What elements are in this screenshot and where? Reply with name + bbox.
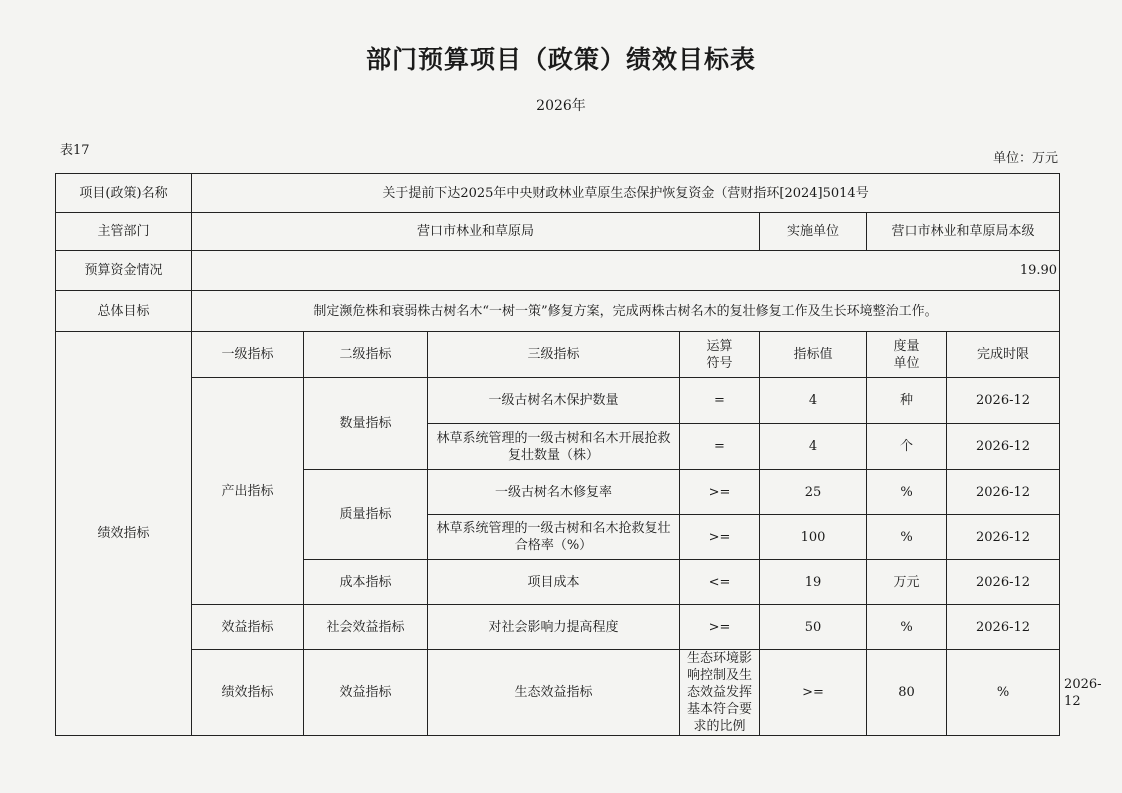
performance-indicator-group-2: 绩效指标: [192, 650, 304, 736]
goal-value: 制定濒危株和衰弱株古树名木“一树一策”修复方案，完成两株古树名木的复壮修复工作及生长环境整治工作。: [192, 291, 1060, 332]
unit-cell: %: [867, 515, 947, 560]
header-level1: 一级指标: [192, 332, 304, 378]
budget-value: 19.90: [192, 251, 1060, 291]
value-cell: 50: [760, 605, 867, 650]
indicator-cell: 林草系统管理的一级古树和名木抢救复壮合格率（%）: [428, 515, 680, 560]
value-cell: 80: [867, 650, 947, 736]
project-value: 关于提前下达2025年中央财政林业草原生态保护恢复资金（营财指环[2024]5014号: [192, 174, 1060, 213]
unit-label: 单位：万元: [992, 151, 1058, 166]
quality-indicator-group: 质量指标: [304, 470, 428, 560]
deadline-cell: 2026-12: [947, 560, 1060, 605]
benefit-indicator-group-2: 效益指标: [304, 650, 428, 736]
table-row: 绩效指标 效益指标 生态效益指标 生态环境影响控制及生态效益发挥基本符合要求的比例 >= 80 % 2026-12: [56, 650, 1060, 736]
budget-label: 预算资金情况: [56, 251, 192, 291]
deadline-cell: 2026-12: [947, 470, 1060, 515]
header-level2: 二级指标: [304, 332, 428, 378]
deadline-cell: 2026-12: [947, 605, 1060, 650]
indicator-cell: 一级古树名木保护数量: [428, 378, 680, 424]
unit-cell: 种: [867, 378, 947, 424]
year-label: 2026年: [536, 98, 586, 114]
operator-cell: >=: [680, 470, 760, 515]
project-row: [56, 174, 1060, 213]
operator-cell: =: [680, 378, 760, 424]
value-cell: 4: [760, 424, 867, 470]
unit-cell: %: [947, 650, 1060, 736]
value-cell: 100: [760, 515, 867, 560]
eco-benefit-group: 生态效益指标: [428, 650, 680, 736]
department-label: 主管部门: [56, 213, 192, 251]
value-cell: 4: [760, 378, 867, 424]
indicator-cell: 林草系统管理的一级古树和名木开展抢救复壮数量（株）: [428, 424, 680, 470]
value-cell: 19: [760, 560, 867, 605]
operator-cell: >=: [680, 515, 760, 560]
goal-label: 总体目标: [56, 291, 192, 332]
cost-indicator-group: 成本指标: [304, 560, 428, 605]
benefit-indicator-group: 效益指标: [192, 605, 304, 650]
operator-cell: >=: [760, 650, 867, 736]
value-cell: 25: [760, 470, 867, 515]
budget-row: [56, 251, 1060, 291]
header-deadline: 完成时限: [947, 332, 1060, 378]
indicator-cell: 对社会影响力提高程度: [428, 605, 680, 650]
social-benefit-group: 社会效益指标: [304, 605, 428, 650]
page-title: 部门预算项目（政策）绩效目标表: [365, 45, 756, 74]
deadline-cell: 2026-12: [947, 378, 1060, 424]
table-row: [56, 605, 1060, 650]
header-level3: 三级指标: [428, 332, 680, 378]
header-value: 指标值: [760, 332, 867, 378]
performance-indicator-group: 绩效指标: [56, 332, 192, 736]
unit-cell: %: [867, 605, 947, 650]
operator-cell: <=: [680, 560, 760, 605]
indicator-cell: 项目成本: [428, 560, 680, 605]
goal-row: [56, 291, 1060, 332]
implementer-value: 营口市林业和草原局本级: [867, 213, 1060, 251]
performance-target-table: [55, 173, 1102, 736]
unit-cell: %: [867, 470, 947, 515]
deadline-cell: 2026-12: [947, 515, 1060, 560]
indicator-cell: 一级古树名木修复率: [428, 470, 680, 515]
deadline-cell: 2026-12: [947, 424, 1060, 470]
operator-cell: =: [680, 424, 760, 470]
header-unit: 度量 单位: [867, 332, 947, 378]
quantity-indicator-group: 数量指标: [304, 378, 428, 470]
table-row: [56, 378, 1060, 424]
project-label: 项目(政策)名称: [56, 174, 192, 213]
header-row: [56, 332, 1060, 378]
implementer-label: 实施单位: [760, 213, 867, 251]
operator-cell: >=: [680, 605, 760, 650]
department-row: [56, 213, 1060, 251]
unit-cell: 万元: [867, 560, 947, 605]
unit-cell: 个: [867, 424, 947, 470]
indicator-cell: 生态环境影响控制及生态效益发挥基本符合要求的比例: [680, 650, 760, 736]
table-number: 表17: [60, 143, 90, 158]
output-indicator-group: 产出指标: [192, 378, 304, 605]
header-operator: 运算 符号: [680, 332, 760, 378]
department-value: 营口市林业和草原局: [192, 213, 760, 251]
